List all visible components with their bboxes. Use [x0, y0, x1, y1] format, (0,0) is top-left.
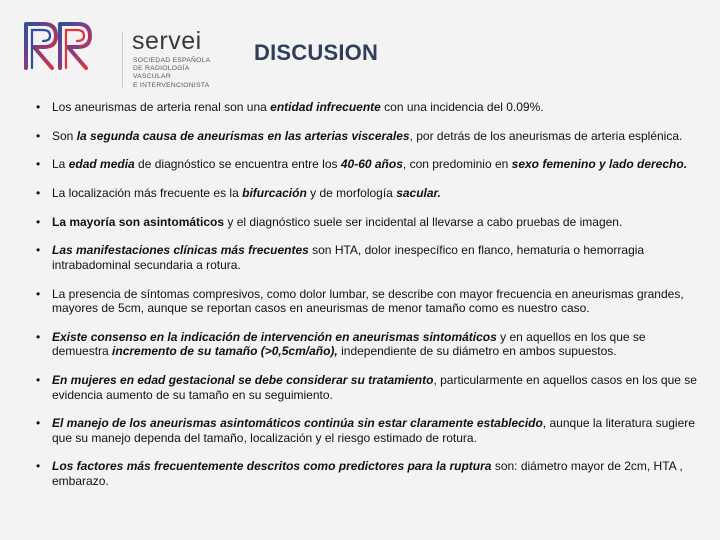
bullet-item [36, 459, 700, 488]
bullet-text-segment: La mayoría son asintomáticos [52, 214, 225, 229]
bullet-item [36, 416, 700, 445]
bullet-item [36, 129, 700, 144]
bullet-text-segment: Los factores más frecuentemente descritos como predictores para la ruptura [52, 459, 492, 474]
logo-subtitle-line: VASCULAR [133, 73, 171, 81]
bullet-text-segment: de diagnóstico se encuentra entre los [134, 157, 341, 172]
bullet-text-segment: y en aquellos en los que se demuestra [52, 329, 646, 359]
bullet-text-segment: La [52, 157, 69, 172]
bullet-item [36, 243, 700, 272]
servei-logo [22, 16, 232, 89]
bullet-item [36, 330, 700, 359]
bullet-text-segment: Los aneurismas de arteria renal son una [52, 100, 271, 114]
bullet-text-segment: , por detrás de los aneurismas de arteria esplénica. [409, 128, 683, 143]
bullet-text-segment: El manejo de los aneurismas asintomáticos continúa sin estar claramente establecido [52, 416, 543, 431]
bullet-text-segment: y de morfología [306, 186, 397, 201]
bullet-text-segment: Son [52, 128, 77, 143]
bullet-text-segment: , con predominio en [402, 157, 512, 172]
bullet-text-segment: , aunque la literatura sugiere que su manejo dependa del tamaño, localización y el riesgo estimado de rotura. [52, 416, 695, 445]
page-title: DISCUSION [254, 40, 379, 65]
bullet-text-segment: , particularmente en aquellos casos en los que se evidencia aumento de su tamaño en su seguimiento. [52, 373, 697, 402]
bullet-text-segment: con una incidencia del 0.09%. [380, 100, 544, 114]
bullet-text-segment: y el diagnóstico suele ser incidental al llevarse a cabo pruebas de imagen. [224, 214, 623, 229]
bullet-item [36, 373, 700, 402]
bullet-text-segment: son: diámetro mayor de 2cm, HTA , embarazo. [52, 459, 683, 488]
logo-subtitle [133, 57, 210, 90]
bullet-text-segment: Las manifestaciones clínicas más frecuentes [52, 243, 309, 258]
servei-logo-mark [22, 16, 92, 74]
logo-subtitle-line: E INTERVENCIONISTA [133, 81, 210, 89]
logo-wordmark: servei [132, 27, 202, 55]
bullet-item [36, 100, 700, 115]
logo-divider [122, 32, 123, 88]
bullet-item [36, 287, 700, 316]
bullet-text-segment: En mujeres en edad gestacional se debe considerar su tratamiento [52, 373, 434, 387]
logo-subtitle-line: SOCIEDAD ESPAÑOLA [133, 57, 211, 64]
bullet-text-segment: sacular. [396, 186, 441, 201]
bullet-list [36, 100, 700, 488]
bullet-text-segment: La presencia de síntomas compresivos, como dolor lumbar, se describe con mayor frecuencia en aneurismas grandes, mayores de 5cm, aunque se reportan casos en aneurismas de menor tamaño como es nuestro caso. [52, 286, 684, 316]
bullet-text-segment: incremento de su tamaño (>0,5cm/año), [112, 344, 338, 359]
bullet-text-segment: independiente de su diámetro en ambos supuestos. [337, 344, 617, 359]
bullet-text-segment: La localización más frecuente es la [52, 186, 243, 201]
bullet-item [36, 186, 700, 201]
logo-subtitle-line: DE RADIOLOGÍA [133, 65, 190, 73]
bullet-text-segment: sexo femenino y lado derecho. [511, 157, 688, 172]
bullet-item [36, 157, 700, 172]
bullet-text-segment: son HTA, dolor inespecífico en flanco, hematuria o hemorragia intrabadominal secundaria a rotura. [52, 243, 645, 272]
bullet-item [36, 215, 700, 230]
bullet-text-segment: bifurcación [242, 186, 307, 201]
bullet-text-segment: Existe consenso en la indicación de intervención en aneurismas sintomáticos [52, 329, 497, 344]
bullet-text-segment: entidad infrecuente [270, 100, 381, 114]
bullet-text-segment: edad media [68, 157, 135, 172]
bullet-text-segment: la segunda causa de aneurismas en las arterias viscerales [76, 128, 410, 143]
bullet-text-segment: 40-60 años [340, 157, 403, 172]
